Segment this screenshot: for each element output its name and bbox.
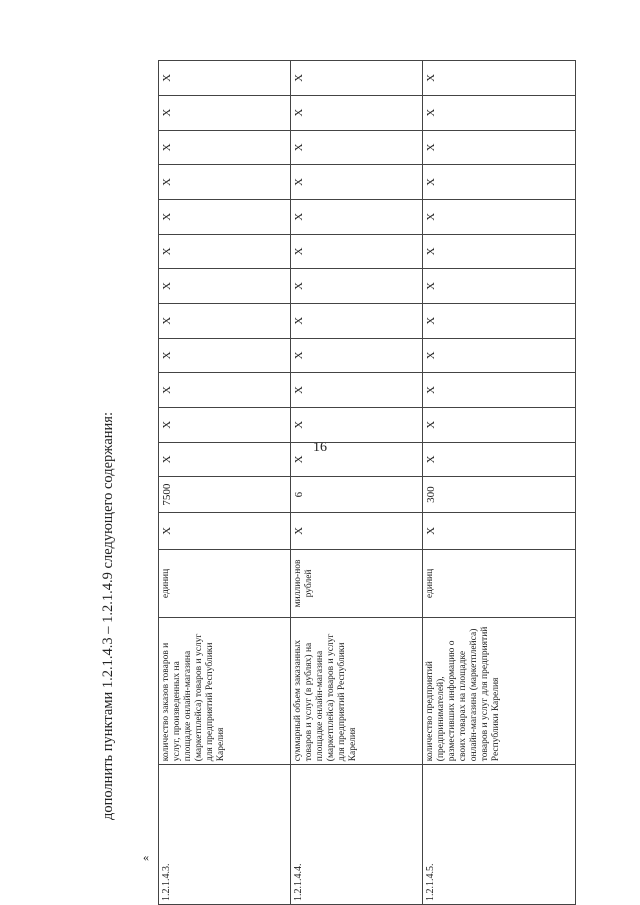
x-mark-cell: X: [291, 442, 423, 477]
x-mark-cell: X: [423, 512, 576, 549]
value-cell: 6: [291, 477, 423, 513]
x-mark-cell: X: [291, 130, 423, 165]
x-mark-cell: X: [423, 234, 576, 269]
x-mark-cell: X: [423, 303, 576, 338]
x-mark-cell: X: [291, 373, 423, 408]
x-mark-cell: X: [159, 95, 291, 130]
table-row: [423, 61, 576, 905]
x-mark-cell: X: [291, 303, 423, 338]
x-mark-cell: X: [159, 303, 291, 338]
x-mark-cell: X: [159, 234, 291, 269]
indicator-name: количество заказов товаров и услуг, произведенных на площадке онлайн-магазина (маркетплейса) товаров и услуг для предприятий Республики Карелия: [159, 618, 291, 765]
x-mark-cell: X: [159, 269, 291, 304]
x-mark-cell: X: [291, 61, 423, 96]
indicator-name: суммарный объем заказанных товаров и услуг (в рублях) на площадке онлайн-магазина (маркетплейса) товаров и услуг для предприятий Республики Карелия: [291, 618, 423, 765]
page-number: 16: [313, 440, 327, 455]
x-mark-cell: X: [291, 199, 423, 234]
x-mark-cell: X: [291, 512, 423, 549]
x-mark-cell: X: [159, 512, 291, 549]
x-mark-cell: X: [423, 373, 576, 408]
value-cell: 7500: [159, 477, 291, 513]
row-number: 1.2.1.4.4.: [291, 765, 423, 905]
x-mark-cell: X: [423, 269, 576, 304]
x-mark-cell: X: [159, 407, 291, 442]
x-mark-cell: X: [159, 373, 291, 408]
value-cell: 300: [423, 477, 576, 513]
x-mark-cell: X: [291, 234, 423, 269]
x-mark-cell: X: [291, 165, 423, 200]
x-mark-cell: X: [423, 95, 576, 130]
indicators-table-wrapper: [158, 60, 576, 905]
x-mark-cell: X: [159, 130, 291, 165]
indicators-table: [158, 60, 576, 905]
x-mark-cell: X: [159, 61, 291, 96]
indicator-name: количество предприятий (предпринимателей), разместивших информацию о своих товарах на площадке онлайн-магазина (маркетплейса) товаров и услуг для предприятий Республики Карелия: [423, 618, 576, 765]
table-row: [159, 61, 291, 905]
unit-cell: единиц: [423, 549, 576, 617]
unit-cell: миллио-нов рублей: [291, 549, 423, 617]
x-mark-cell: X: [291, 338, 423, 373]
x-mark-cell: X: [423, 199, 576, 234]
x-mark-cell: X: [423, 338, 576, 373]
x-mark-cell: X: [423, 407, 576, 442]
x-mark-cell: X: [159, 199, 291, 234]
amendment-caption: дополнить пунктами 1.2.1.4.3 – 1.2.1.4.9 следующего содержания:: [100, 412, 116, 820]
opening-quote: «: [143, 850, 149, 864]
x-mark-cell: X: [159, 442, 291, 477]
x-mark-cell: X: [423, 165, 576, 200]
table-row: [291, 61, 423, 905]
x-mark-cell: X: [423, 442, 576, 477]
table-body: [159, 61, 576, 905]
row-number: 1.2.1.4.5.: [423, 765, 576, 905]
x-mark-cell: X: [159, 338, 291, 373]
x-mark-cell: X: [423, 130, 576, 165]
x-mark-cell: X: [291, 95, 423, 130]
row-number: 1.2.1.4.3.: [159, 765, 291, 905]
unit-cell: единиц: [159, 549, 291, 617]
x-mark-cell: X: [291, 269, 423, 304]
x-mark-cell: X: [159, 165, 291, 200]
x-mark-cell: X: [423, 61, 576, 96]
x-mark-cell: X: [291, 407, 423, 442]
